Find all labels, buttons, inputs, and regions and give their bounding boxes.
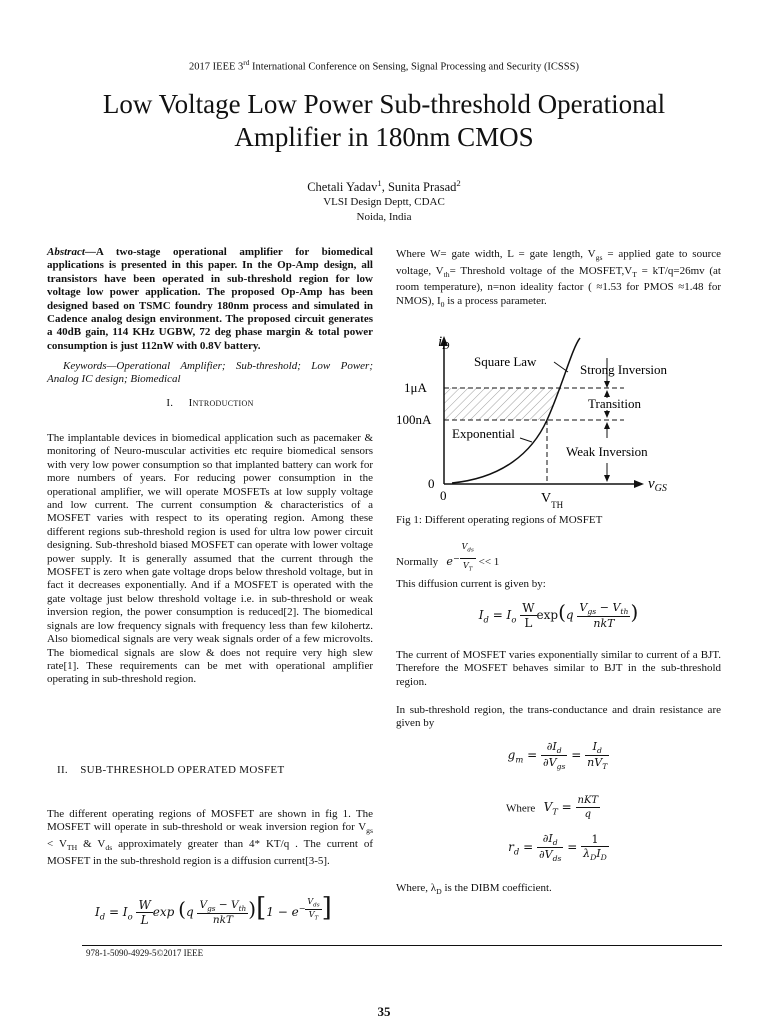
normally-condition: Normally $e^{- \frac{V_{ds}}{V_T}}$ << 1 bbox=[396, 542, 500, 573]
transition-label: Transition bbox=[588, 396, 641, 411]
paper-title bbox=[30, 88, 738, 154]
tick-0-x: 0 bbox=[440, 488, 447, 503]
operating-regions-figure bbox=[392, 328, 692, 510]
conference-header: 2017 IEEE 3rd International Conference on Sensing, Signal Processing and Security (ICSSS) bbox=[189, 58, 579, 73]
square-law-pointer bbox=[554, 362, 568, 372]
y-axis-label: $i_D$ bbox=[438, 334, 450, 352]
transconductance-text: In sub-threshold region, the trans-conductance and drain resistance are given by bbox=[396, 704, 721, 730]
section-heading-subthreshold: II. SUB-THRESHOLD OPERATED MOSFET bbox=[57, 764, 285, 776]
intro-paragraph: The implantable devices in biomedical application such as pacemaker & monitoring of Neuro-muscular activities etc require biomedical sensors with very low power consumption so that implanted battery can work for more numbers of years. For reducing power consumption in the operational amplifier, we will operate MOSFETs at low supply voltage and low current. The current consumption & characteristics of a MOSFET varies with respect to its operating region. Among these different regions sub-threshold region is used for ultra low power circuit designing. Sub-threshold biased MOSFET can operate with lower voltage power supply. It is generally assumed that the current through the MOSFET is zero when gate voltage drops below threshold voltage, but in fact it decreases exponentially. And if a MOSFET is operated with the gate voltage just below threshold voltage i.e. in sub-threshold or weak inversion region, the power consumption is reduced[2]. The biomedical signals are low frequency signals with frequency less than few kilohertz. Also biomedical signals are very weak signals order of a few microvolts. The biomedical signals are slow & does not require very high slew rate[1]. These requirements can be met with operational amplifier operating in sub-threshold region. bbox=[47, 432, 373, 686]
weak-inversion-label: Weak Inversion bbox=[566, 444, 648, 459]
exponential-pointer bbox=[520, 438, 532, 442]
equation-transconductance: $g_m$ = $\frac{\partial I_d}{\partial V_{gs}}$ = $\frac{I_d}{nV_T}$ bbox=[507, 740, 608, 772]
footer-isbn: 978-1-5090-4929-5©2017 IEEE bbox=[86, 948, 204, 958]
equation-drain-current: $I_d = I_o$ $\frac{W}{L}$ exp (q $\frac{V_{gs} - V_{th}}{\text{nkT}}$ )[$1 - e^{- \frac{V_{ds}}{V_T}}$ ] bbox=[95, 893, 332, 927]
affiliation: VLSI Design Deptt, CDAC bbox=[323, 196, 445, 209]
location: Noida, India bbox=[356, 211, 412, 224]
dibm-text: Where, $\lambda_D$ is the DIBM coefficient. bbox=[396, 882, 552, 897]
x-axis-label: $v_{GS}$ bbox=[648, 476, 667, 494]
author-names: Chetali Yadav$^1$, Sunita Prasad$^2$ bbox=[307, 178, 461, 195]
tick-1ua: 1μA bbox=[404, 380, 427, 395]
diffusion-current-text: This diffusion current is given by: bbox=[396, 578, 546, 590]
parameter-definitions: Where W= gate width, L = gate length, $V_{gs}$ = applied gate to source voltage, $V_{th}=$ Threshold voltage of the $MOSFET,V_T = kT/q=26mv$ (at room temperature), n=non ideality factor ( ≈1.53 for PMOS ≈1.48 for NMOS), $I_0$ is a process parameter. bbox=[396, 248, 721, 309]
title-line-2: Amplifier in 180nm CMOS bbox=[234, 122, 534, 152]
footer-rule bbox=[82, 945, 722, 946]
equation-diffusion-current: $I_d = I_o$ $\frac{W}{L}$ exp(q $\frac{V_{gs} - V_{th}}{\text{nkT}}$ ) bbox=[478, 600, 639, 631]
transition-hatch bbox=[444, 388, 562, 420]
vth-label: $V_{TH}$ bbox=[541, 491, 564, 510]
x-axis-arrow bbox=[634, 480, 644, 488]
strong-inversion-label: Strong Inversion bbox=[580, 362, 668, 377]
author-block bbox=[0, 176, 768, 225]
abstract: Abstract—A two-stage operational amplifier for biomedical applications is presented in this paper. In the Op-Amp design, all transistors have been operated in sub-threshold region for low voltage low power application. The proposed Op-Amp has been designed based on TSMC foundry 180nm process and simulated in Cadence analog design environment. The proposed circuit generates a 40dB gain, 114 KHz UGBW, 72 deg phase margin & total power consumption is just 112nW with 0.8V battery. bbox=[47, 246, 373, 352]
title-line-1: Low Voltage Low Power Sub-threshold Operational bbox=[102, 89, 666, 119]
equation-drain-resistance: $r_d$ = $\frac{\partial I_d}{\partial V_{ds}}$ = $\frac{1}{\lambda_DI_D}$ bbox=[508, 832, 607, 864]
bjt-similarity-text: The current of MOSFET varies exponentially similar to current of a BJT. Therefore the MOSFET behaves similar to BJT in the sub-threshold region. bbox=[396, 649, 721, 688]
tick-0-y: 0 bbox=[428, 476, 435, 491]
keywords: Keywords—Operational Amplifier; Sub-threshold; Low Power; Analog IC design; Biomedical bbox=[47, 360, 373, 386]
page-number: 35 bbox=[377, 1004, 391, 1019]
tick-100na: 100nA bbox=[396, 412, 432, 427]
exponential-label: Exponential bbox=[452, 426, 515, 441]
square-law-label: Square Law bbox=[474, 354, 537, 369]
subthreshold-paragraph: The different operating regions of MOSFET are shown in fig 1. The MOSFET will operate in sub-threshold or weak inversion region for $V_{gs} < V_{TH}$ & $V_{ds}$ approximately greater than 4* KT/q . The current of MOSFET in the sub-threshold region is a diffusion current[3-5]. bbox=[47, 808, 373, 867]
equation-thermal-voltage: Where $V_T$ = $\frac{\text{nKT}}{q}$ bbox=[506, 795, 599, 821]
section-heading-introduction: I. Introduction bbox=[166, 397, 254, 409]
figure-caption: Fig 1: Different operating regions of MOSFET bbox=[396, 514, 603, 526]
